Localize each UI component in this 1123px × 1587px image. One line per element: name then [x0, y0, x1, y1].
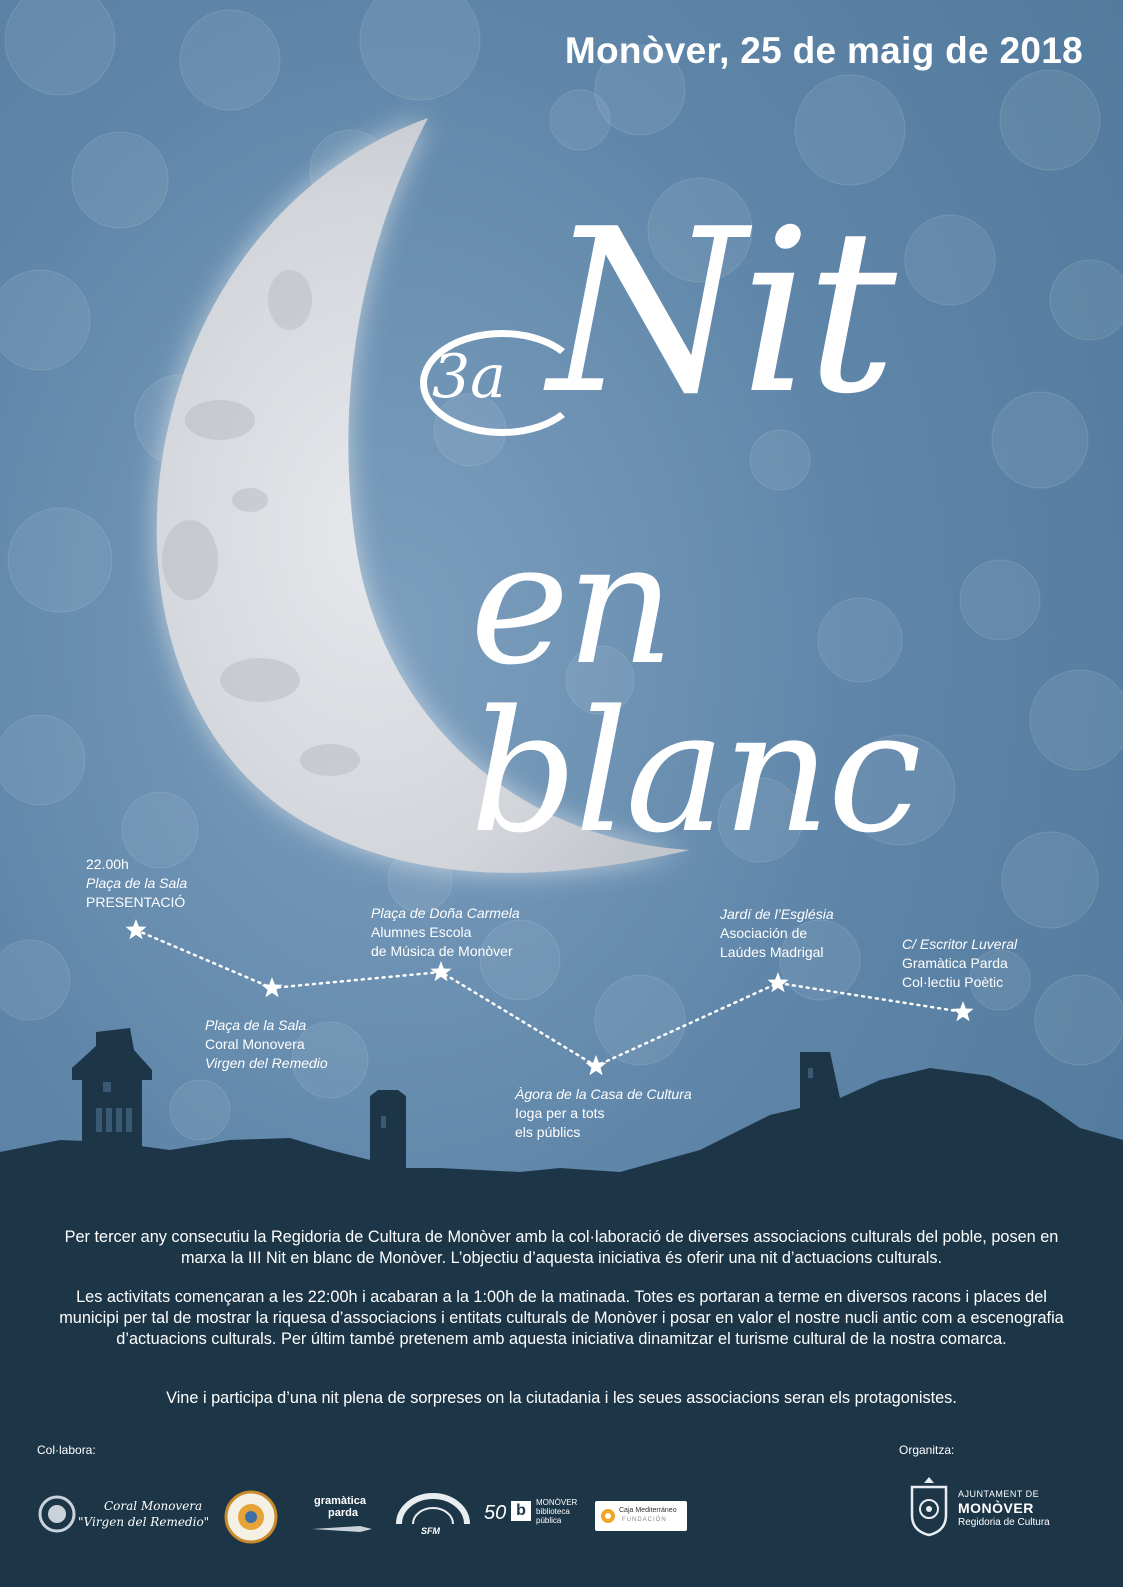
event-6-place: C/ Escritor Luveral — [902, 936, 1018, 952]
sfm-arch-icon — [393, 1490, 473, 1530]
event-4-act: Ioga per a tots — [515, 1105, 605, 1121]
coral-emblem-icon — [38, 1495, 76, 1533]
sfm-text: SFM — [421, 1526, 440, 1536]
logo-gramatica-parda — [306, 1495, 386, 1539]
event-2-act: Coral Monovera — [205, 1036, 305, 1052]
event-5-place: Jardí de l’Església — [720, 906, 834, 922]
event-4-place: Àgora de la Casa de Cultura — [515, 1086, 692, 1102]
caja-name: Caja Mediterráneo — [619, 1507, 677, 1514]
coral-subtitle: "Virgen del Remedio" — [78, 1515, 210, 1529]
caja-logo-icon — [600, 1508, 616, 1524]
event-2-place: Plaça de la Sala — [205, 1017, 307, 1033]
gramatica-word: gramàtica — [314, 1495, 366, 1507]
town-crest-icon — [906, 1475, 952, 1537]
title-ordinal: 3a — [432, 342, 506, 412]
biblio-text — [536, 1498, 577, 1525]
ajuntament-line3: Regidoria de Cultura — [958, 1517, 1050, 1528]
event-date: Monòver, 25 de maig de 2018 — [564, 30, 1083, 71]
event-3-act2: de Música de Monòver — [371, 943, 513, 959]
biblio-line1: MONÒVER — [536, 1498, 578, 1507]
invite-paragraph: Vine i participa d’una nit plena de sorpreses on la ciutadania i les seues associacions seran els protagonistes. — [166, 1389, 957, 1407]
logo-caja-mediterraneo — [595, 1501, 687, 1531]
organitza-label: Organitza: — [899, 1443, 955, 1457]
biblio-line3: pública — [536, 1516, 562, 1525]
event-1-time: 22.00h — [86, 856, 129, 872]
biblio-anniversary: 50 — [484, 1502, 507, 1524]
schedule-paragraph: Les activitats començaran a les 22:00h i acabaran a la 1:00h de la matinada. Totes es portaran a terme en diversos racons i places del municipi per tal de mostrar la riquesa d’associacions i entitats culturals de Monòver i posar en valor el nostre nucli antic com a escenografia d’actuacions culturals. Per últim també pretenem amb aquesta iniciativa dinamitzar el turisme cultural de la nostra comarca. — [59, 1288, 1064, 1348]
logo-biblioteca — [484, 1498, 584, 1538]
ajuntament-line1: AJUNTAMENT DE — [958, 1489, 1040, 1499]
title-line2: en blanc — [470, 506, 919, 870]
event-3-act: Alumnes Escola — [371, 924, 472, 940]
title-line1: Nit — [548, 181, 891, 444]
event-6-act2: Col·lectiu Poètic — [902, 974, 1004, 990]
event-5-act2: Laúdes Madrigal — [720, 944, 824, 960]
pen-icon — [310, 1523, 374, 1535]
biblio-line2: biblioteca — [536, 1507, 570, 1516]
event-4-act2: els públics — [515, 1124, 581, 1140]
event-6-act: Gramàtica Parda — [902, 955, 1008, 971]
intro-paragraph: Per tercer any consecutiu la Regidoria de Cultura de Monòver amb la col·laboració de diverses associacions culturals del poble, posen en marxa la III Nit en blanc de Monòver. L’objectiu d’aquesta iniciativa és oferir una nit d’actuacions culturals. — [64, 1228, 1059, 1267]
event-2-act2: Virgen del Remedio — [205, 1055, 328, 1071]
logo-ajuntament — [906, 1475, 1076, 1545]
collabora-label: Col·labora: — [37, 1443, 96, 1457]
logo-association-icon — [223, 1490, 279, 1544]
logo-sfm — [393, 1490, 473, 1544]
event-5-act: Asociación de — [720, 925, 808, 941]
caja-subtitle: FUNDACIÓN — [622, 1517, 667, 1523]
logo-coral-monovera — [38, 1495, 210, 1535]
event-1-place: Plaça de la Sala — [86, 875, 188, 891]
coral-name: Coral Monovera — [104, 1499, 203, 1513]
ajuntament-line2: MONÒVER — [958, 1500, 1034, 1516]
biblio-b-icon: b — [511, 1501, 531, 1521]
info-panel — [0, 1185, 1123, 1587]
event-1-act: PRESENTACIÓ — [86, 894, 186, 910]
parda-word: parda — [328, 1507, 358, 1519]
event-3-place: Plaça de Doña Carmela — [371, 905, 520, 921]
